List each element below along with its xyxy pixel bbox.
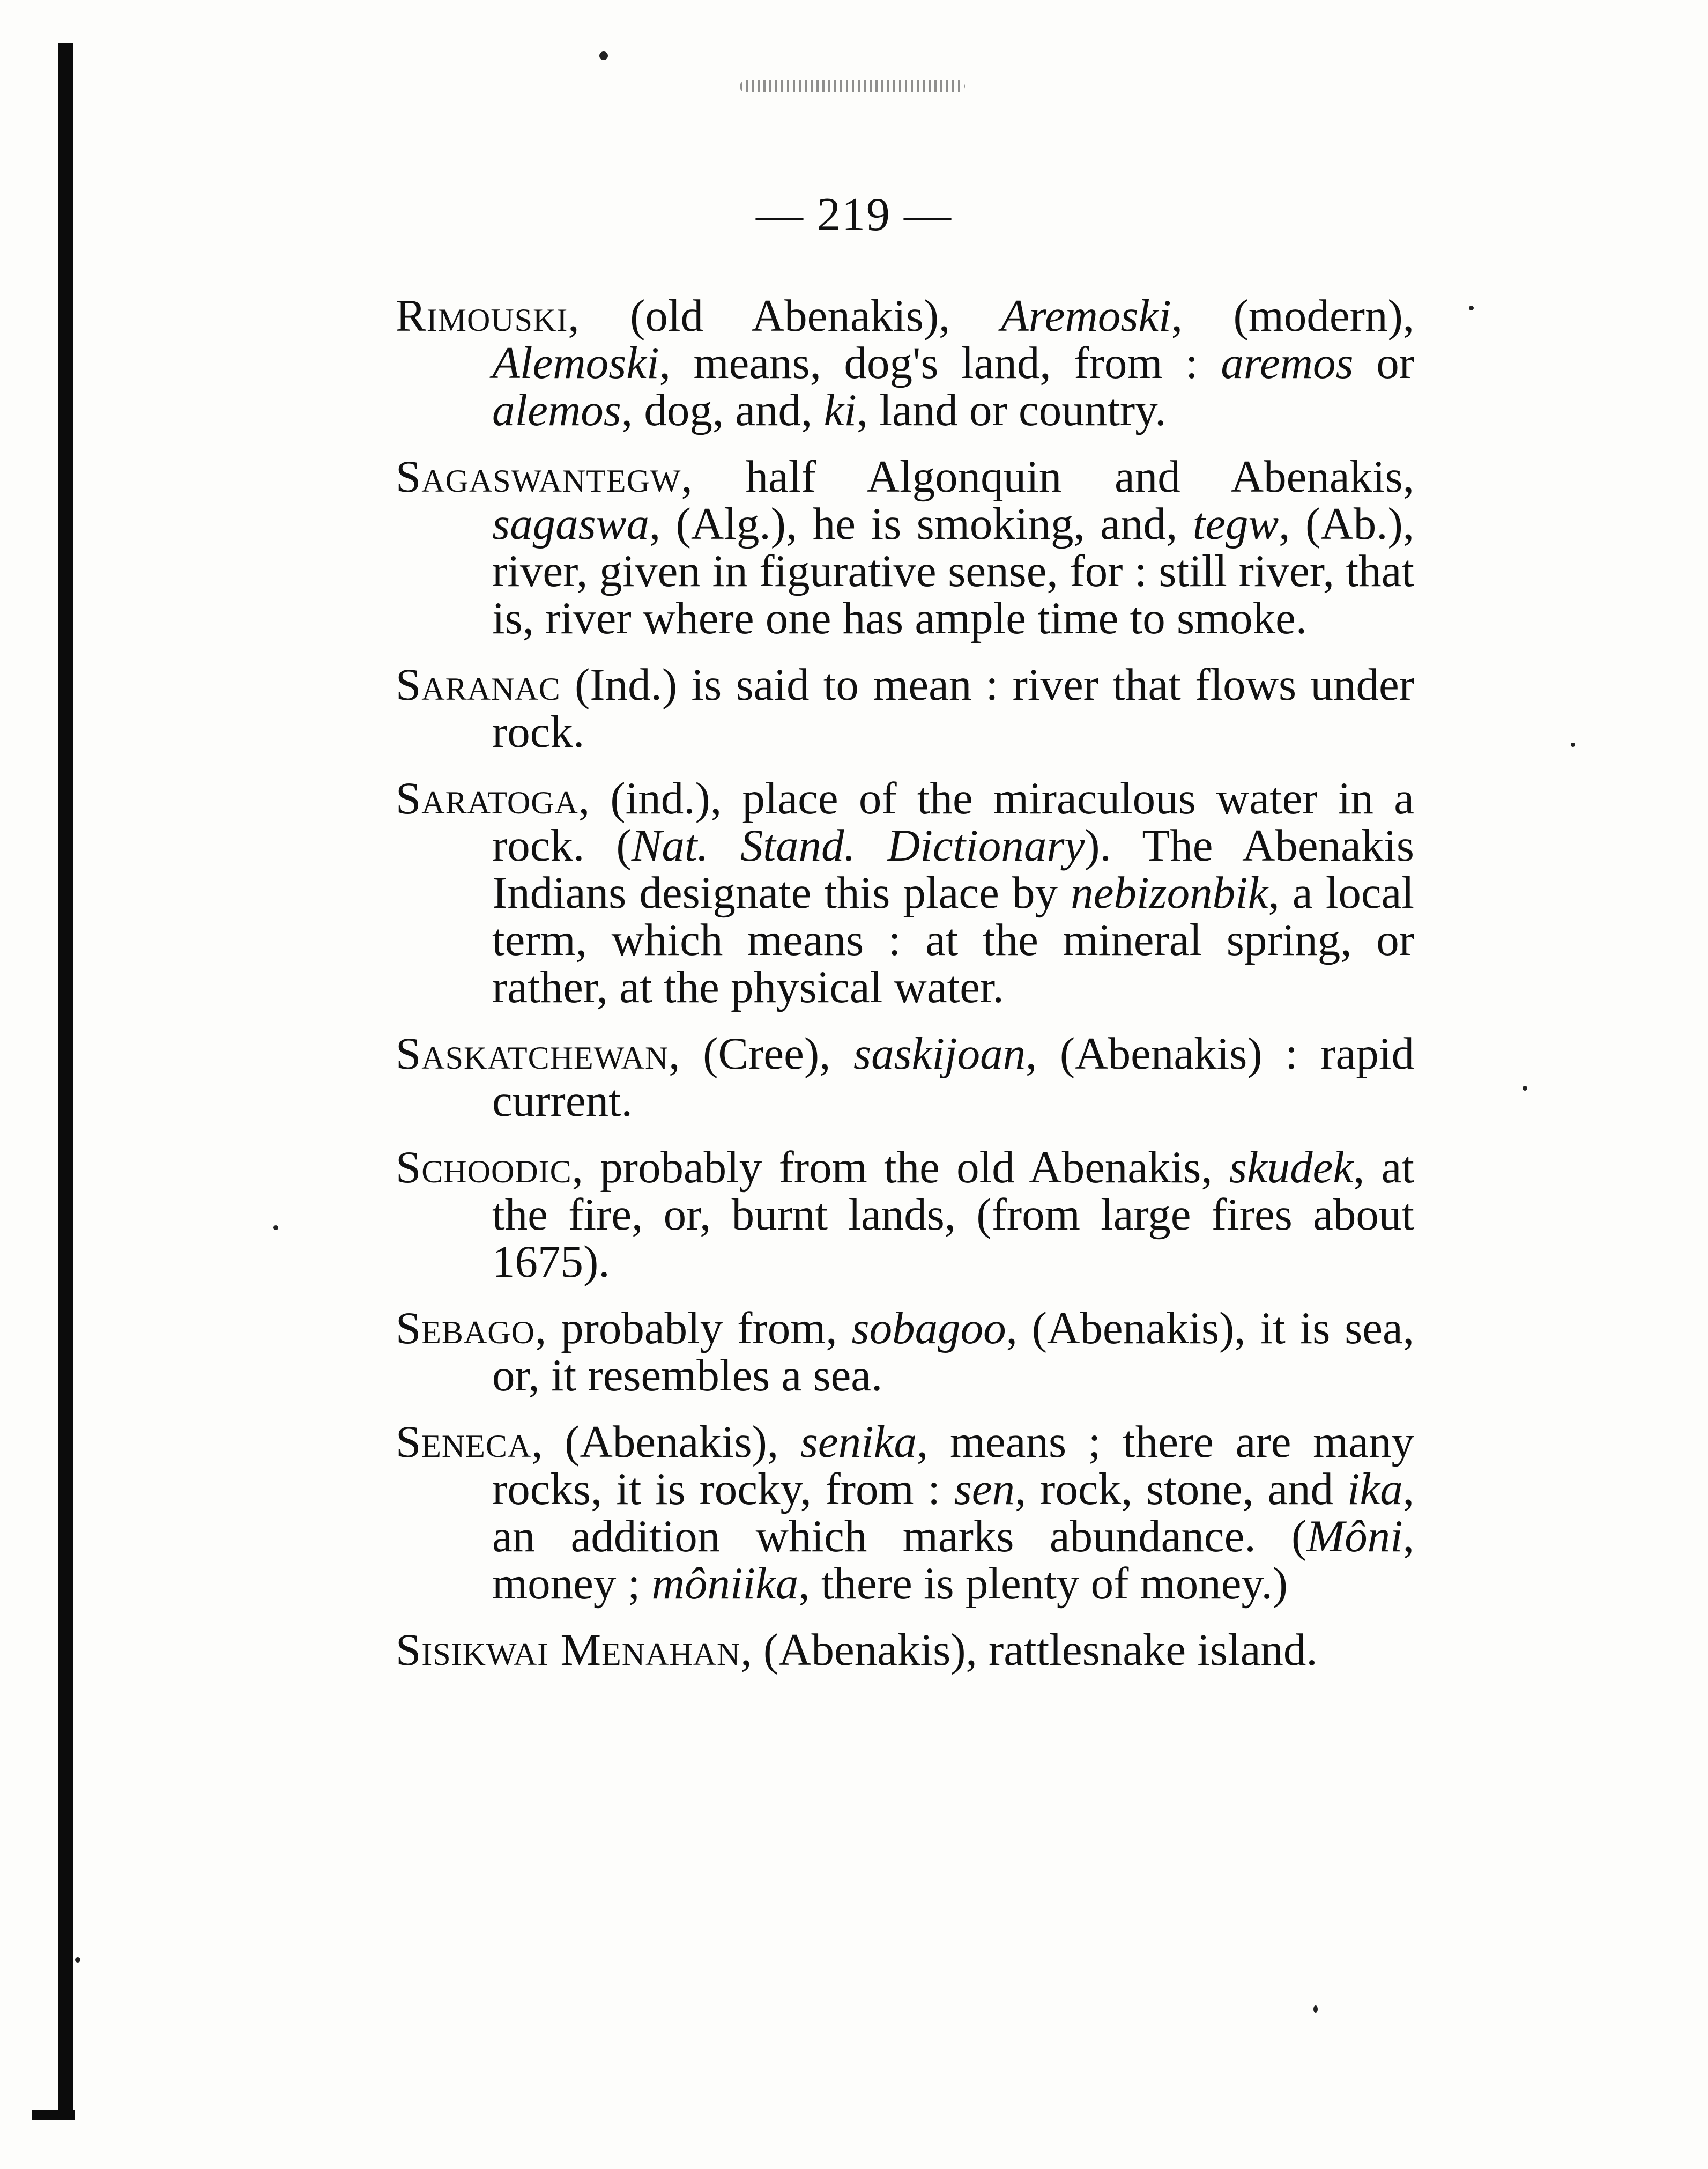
- entry-headword: Saskatchewan: [396, 1028, 669, 1079]
- glossary-entry: [396, 661, 1414, 756]
- entry-term: saskijoan: [853, 1028, 1026, 1079]
- entry-headword: Schoodic: [396, 1142, 572, 1193]
- entry-text: , (Abenakis), rattlesnake island.: [740, 1625, 1318, 1675]
- glossary-entry: [396, 1626, 1414, 1674]
- entry-text: , land or country.: [856, 385, 1167, 435]
- entry-text: or: [1353, 338, 1414, 388]
- glossary-entry: [396, 1144, 1414, 1285]
- glossary-entry: [396, 775, 1414, 1011]
- scan-speck: [1313, 2005, 1318, 2013]
- entry-headword: Rimouski: [396, 291, 568, 341]
- entry-text: , (Alg.), he is smoking, and,: [649, 499, 1193, 549]
- entry-text: , rock, stone, and: [1015, 1464, 1347, 1514]
- entry-text: , probably from,: [534, 1303, 852, 1353]
- glossary-entry: [396, 292, 1414, 434]
- entry-term: alemos: [492, 385, 621, 435]
- entry-term: ika: [1347, 1464, 1403, 1514]
- page-number: — 219 —: [756, 189, 952, 241]
- scan-speck: [75, 1957, 80, 1963]
- entry-headword: Saranac: [396, 660, 561, 710]
- entry-text: , there is plenty of money.): [798, 1558, 1288, 1609]
- entry-text: , at the fire, or, burnt lands, (from large fires about 1675).: [492, 1142, 1414, 1287]
- glossary-entries: [396, 292, 1414, 1693]
- scan-speck: [599, 51, 608, 60]
- glossary-entry: [396, 1418, 1414, 1607]
- entry-text: , (modern),: [1171, 291, 1414, 341]
- entry-term: sobagoo: [851, 1303, 1006, 1353]
- entry-text: , dog, and,: [621, 385, 824, 435]
- scan-speck: [273, 1225, 278, 1230]
- glossary-entry: [396, 453, 1414, 642]
- entry-text: (Ind.) is said to mean : river that flows under rock.: [492, 660, 1414, 757]
- entry-text: , probably from the old Abenakis,: [571, 1142, 1229, 1193]
- entry-term: aremos: [1221, 338, 1354, 388]
- binding-edge-foot: [32, 2110, 75, 2120]
- entry-term: skudek: [1229, 1142, 1354, 1193]
- entry-text: , (Abenakis) : rapid current.: [492, 1028, 1414, 1126]
- entry-text: , (old Abenakis),: [568, 291, 1001, 341]
- entry-term: nebizonbik: [1071, 868, 1268, 918]
- entry-headword: Sebago: [396, 1303, 535, 1353]
- entry-term: ki: [823, 385, 857, 435]
- entry-text: , means ; there are many rocks, it is rocky, from :: [492, 1417, 1414, 1514]
- entry-term: Aremoski: [1000, 291, 1171, 341]
- entry-text: , (Abenakis),: [531, 1417, 800, 1467]
- entry-term: Alemoski: [492, 338, 659, 388]
- entry-term: Môni: [1306, 1511, 1403, 1561]
- entry-term: senika: [800, 1417, 917, 1467]
- entry-text: , a local term, which means : at the mineral spring, or rather, at the physical water.: [492, 868, 1414, 1012]
- entry-text: , half Algonquin and Abenakis,: [681, 451, 1414, 502]
- entry-text: , money ;: [492, 1511, 1414, 1609]
- entry-text: , an addition which marks abundance. (: [492, 1464, 1414, 1561]
- entry-text: , (Ab.), river, given in figurative sense, for : still river, that is, river where one has ample time to smoke.: [492, 499, 1414, 643]
- entry-headword: Sagaswantegw: [396, 451, 681, 502]
- entry-headword: Saratoga: [396, 773, 578, 824]
- glossary-entry: [396, 1030, 1414, 1124]
- binding-edge: [58, 43, 73, 2118]
- scan-speck: [1469, 306, 1474, 310]
- entry-text: , means, dog's land, from :: [659, 338, 1221, 388]
- entry-term: Nat. Stand. Dictionary: [631, 820, 1085, 871]
- entry-term: sagaswa: [492, 499, 649, 549]
- scan-blot: [740, 80, 965, 92]
- glossary-entry: [396, 1305, 1414, 1399]
- entry-term: sen: [954, 1464, 1015, 1514]
- entry-text: ). The Abenakis Indians designate this place by: [492, 820, 1414, 918]
- entry-term: môniika: [651, 1558, 799, 1609]
- entry-headword: Sisikwai Menahan: [396, 1625, 741, 1675]
- scan-speck: [1571, 743, 1575, 747]
- entry-term: tegw: [1192, 499, 1279, 549]
- scan-speck: [1523, 1086, 1527, 1091]
- entry-headword: Seneca: [396, 1417, 532, 1467]
- entry-text: , (Abenakis), it is sea, or, it resembles a sea.: [492, 1303, 1414, 1401]
- entry-text: , (ind.), place of the miraculous water in a rock. (: [492, 773, 1414, 871]
- entry-text: , (Cree),: [669, 1028, 853, 1079]
